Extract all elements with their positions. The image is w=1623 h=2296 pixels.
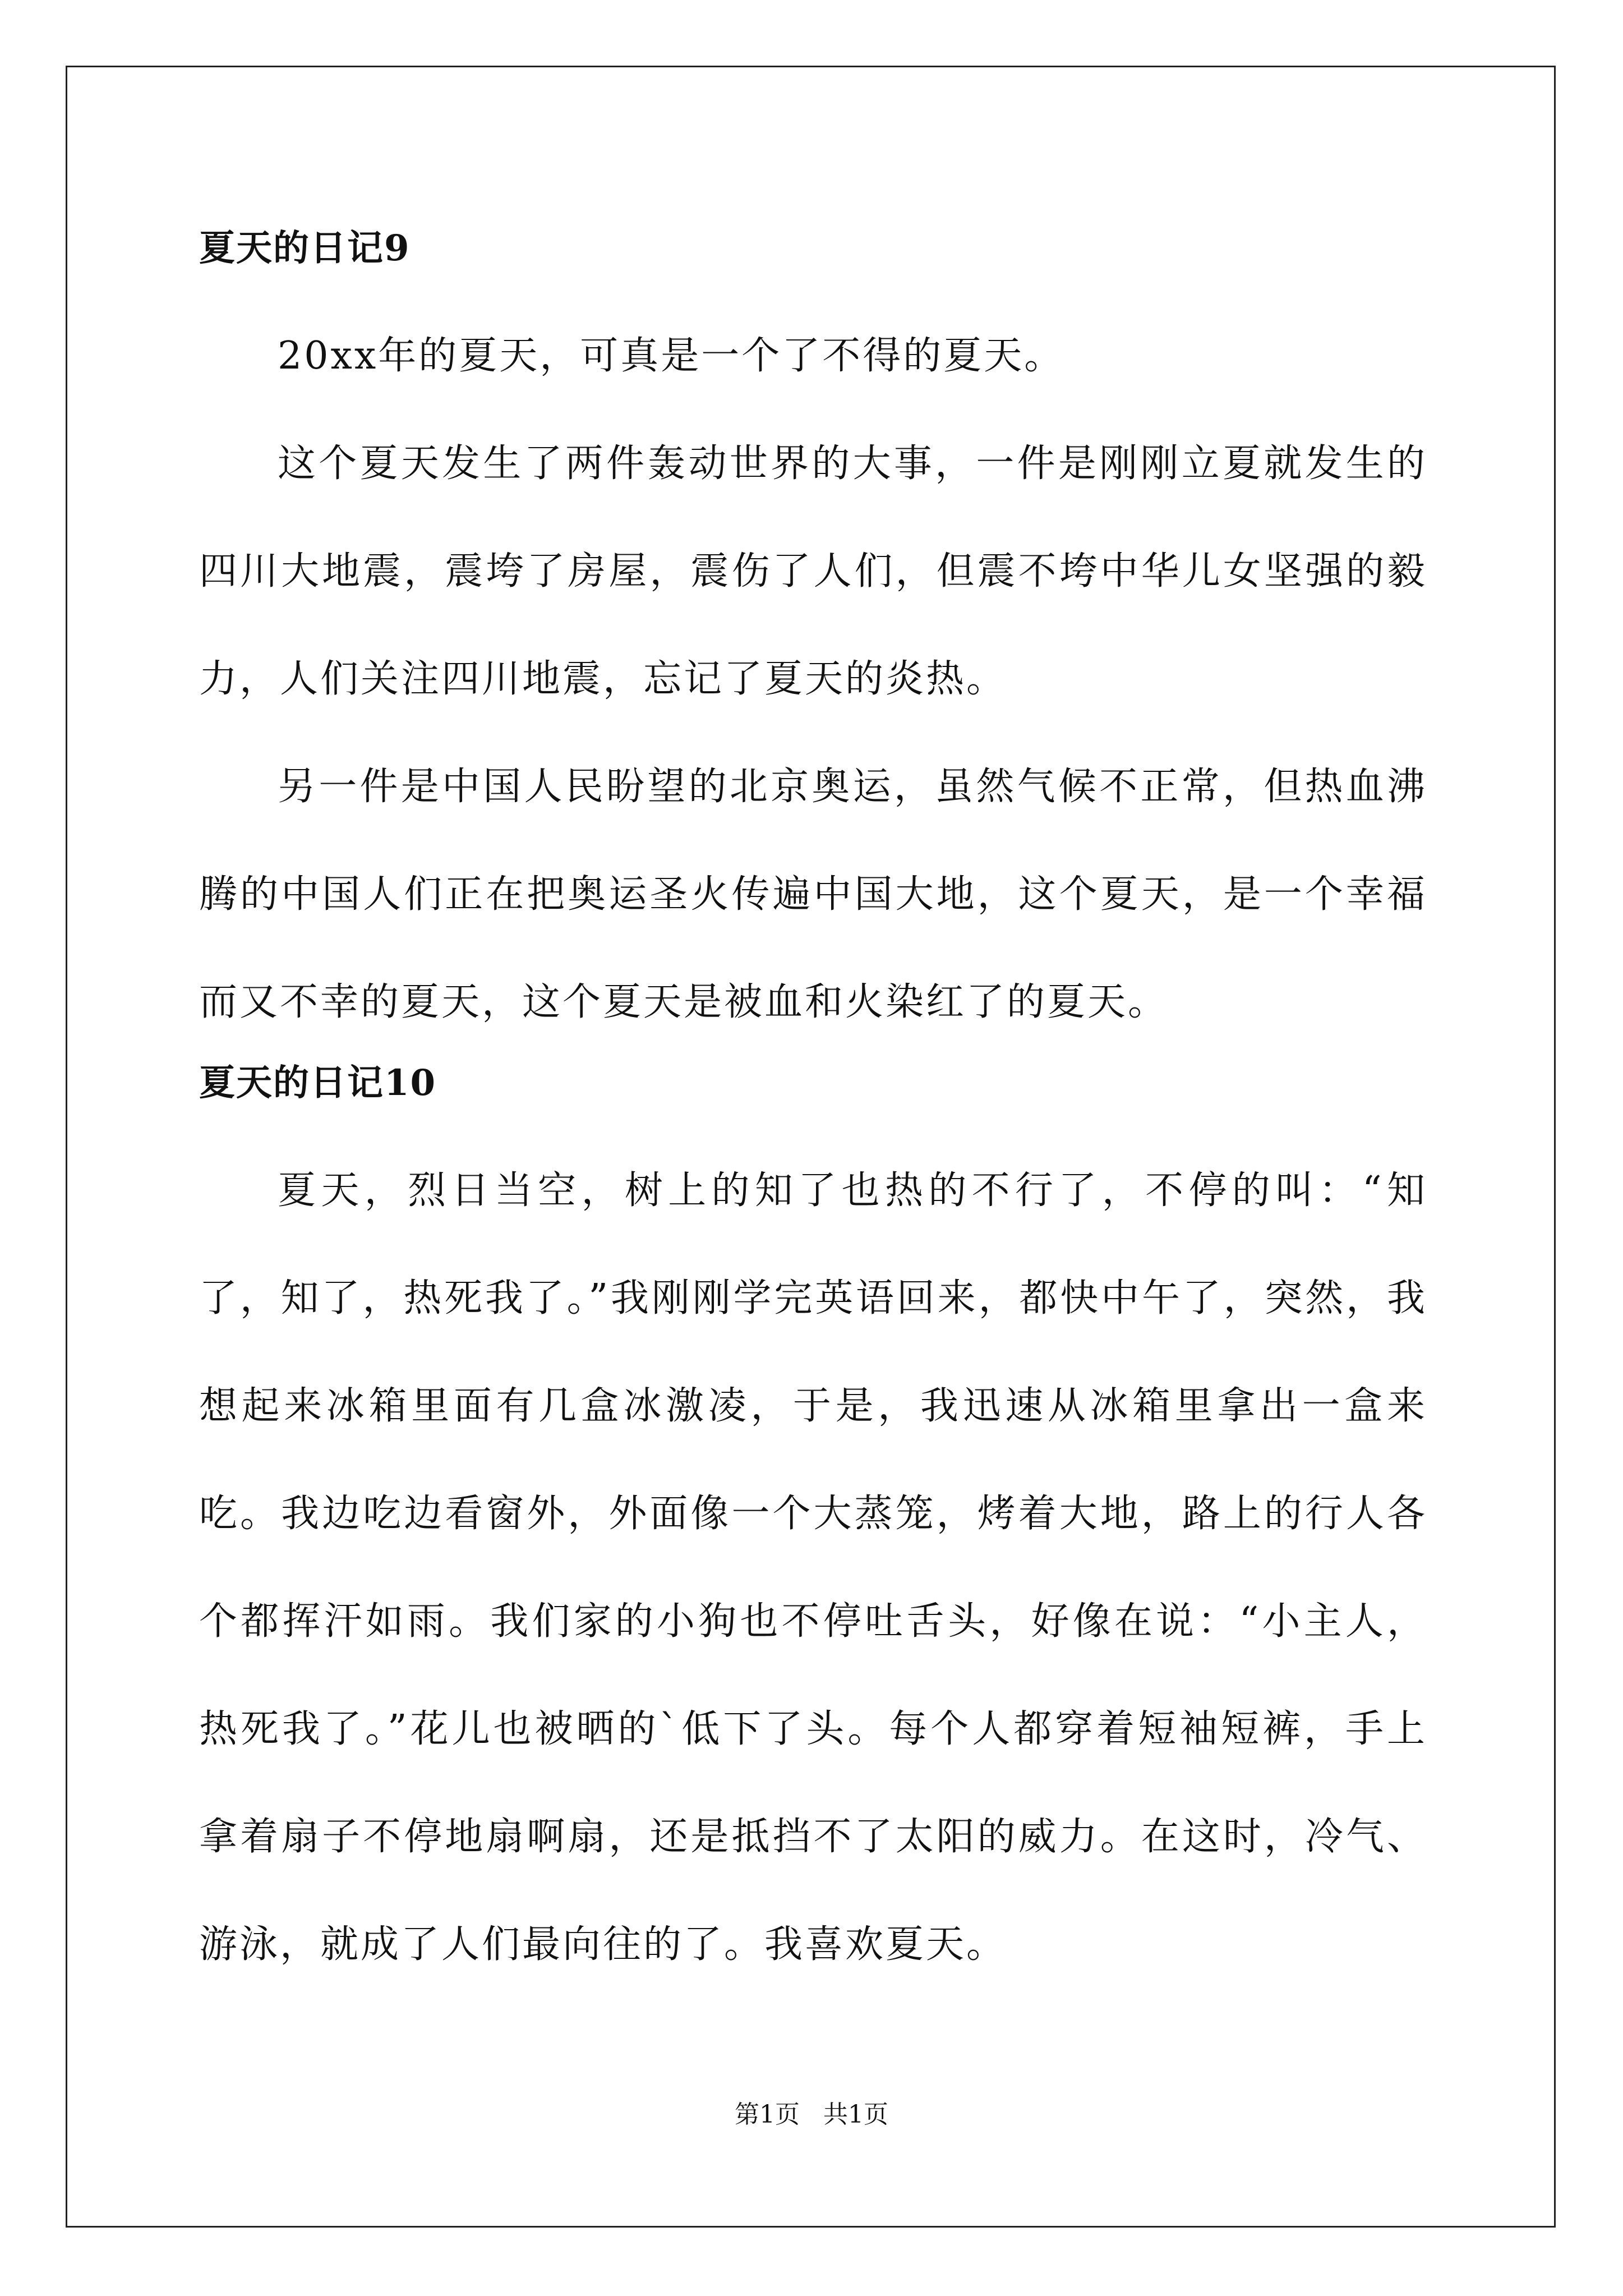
page-number: 第1页: [735, 2100, 800, 2129]
entry-title: 夏天的日记10: [199, 1062, 437, 1104]
entry-title: 夏天的日记9: [199, 227, 411, 269]
entry-paragraph: 20xx年的夏天，可真是一个了不得的夏天。: [278, 334, 1065, 378]
diary-entry-10: [199, 1056, 1427, 1999]
page-footer: [0, 2098, 1623, 2132]
page-total: 共1页: [823, 2100, 888, 2129]
diary-entry-9: [199, 222, 1427, 1056]
document-body: [199, 222, 1427, 1999]
entry-paragraph: 这个夏天发生了两件轰动世界的大事，一件是刚刚立夏就发生的四川大地震，震垮了房屋，震伤了人们，但震不垮中华儿女坚强的毅力，人们关注四川地震，忘记了夏天的炎热。: [199, 441, 1427, 701]
entry-paragraph: 另一件是中国人民盼望的北京奥运，虽然气候不正常，但热血沸腾的中国人们正在把奥运圣火传遍中国大地，这个夏天，是一个幸福而又不幸的夏天，这个夏天是被血和火染红了的夏天。: [199, 765, 1427, 1024]
entry-paragraph: 夏天，烈日当空，树上的知了也热的不行了，不停的叫：“知了，知了，热死我了。”我刚刚学完英语回来，都快中午了，突然，我想起来冰箱里面有几盒冰激凌，于是，我迅速从冰箱里拿出一盒来吃。我边吃边看窗外，外面像一个大蒸笼，烤着大地，路上的行人各个都挥汗如雨。我们家的小狗也不停吐舌头，好像在说：“小主人，热死我了。”花儿也被晒的`低下了头。每个人都穿着短袖短裤，手上拿着扇子不停地扇啊扇，还是抵挡不了太阳的威力。在这时，冷气、游泳，就成了人们最向往的了。我喜欢夏天。: [199, 1168, 1427, 1967]
